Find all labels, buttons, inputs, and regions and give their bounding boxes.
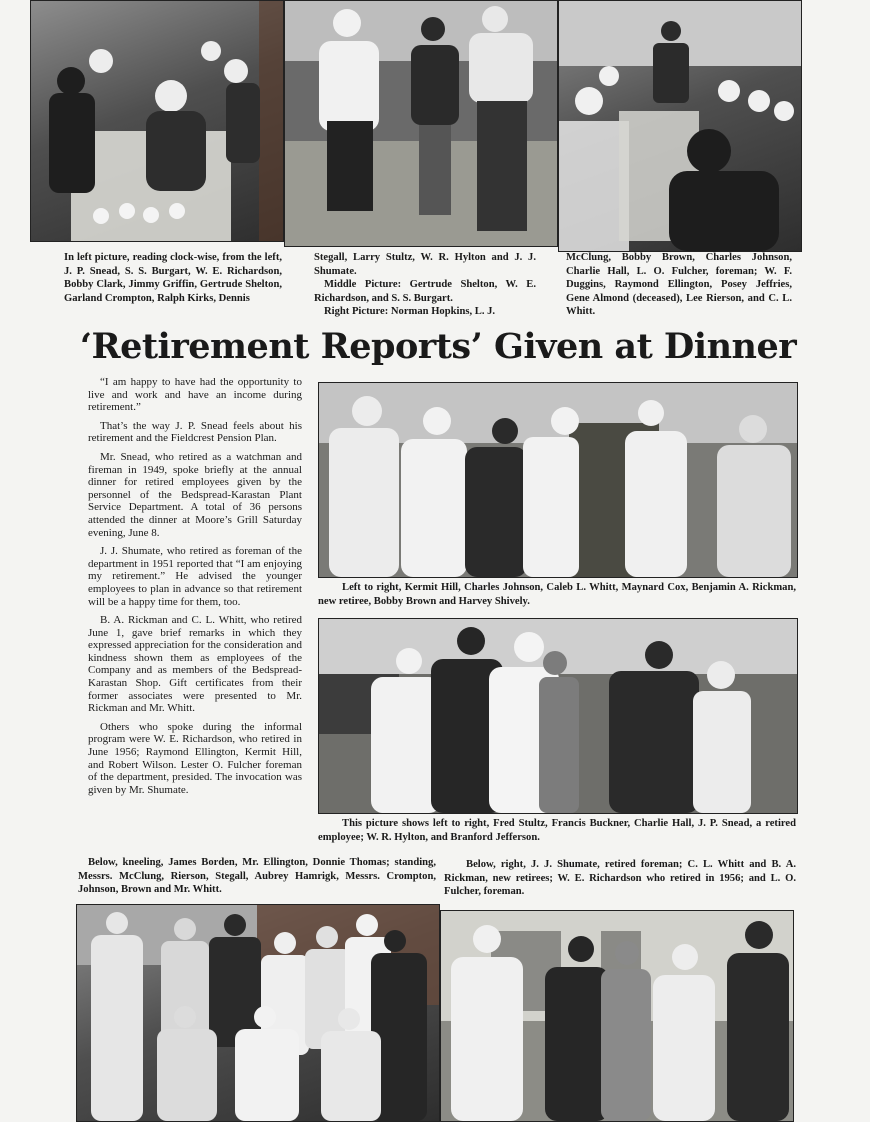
photo-trio-outdoors <box>284 0 558 247</box>
photo-group-kermit-hill <box>318 382 798 578</box>
story-paragraph: J. J. Shumate, who retired as foreman of the department in 1951 reported that “I am enjoying my retirement.” He advised the younger employees to plan in advance so that retirement will be a happy time for them, too. <box>88 545 302 608</box>
headline: ‘Retirement Reports’ Given at Dinner <box>79 326 797 367</box>
caption-text: Below, right, J. J. Shumate, retired foreman; C. L. Whitt and B. A. Rickman, new retirees; W. E. Richardson who retired in 1956; and L. O. Fulcher, foreman. <box>444 859 796 898</box>
caption-text: Right Picture: Norman Hopkins, L. J. <box>324 306 496 318</box>
caption-text: Below, kneeling, James Borden, Mr. Ellington, Donnie Thomas; standing, Messrs. McClung, Rierson, Stegall, Aubrey Hamrigk, Messrs. Crompton, Johnson, Brown and Mr. Whitt. <box>78 857 436 896</box>
story-paragraph: That’s the way J. P. Snead feels about his retirement and the Fieldcrest Pension Plan. <box>88 419 302 445</box>
caption-text: Middle Picture: Gertrude Shelton, W. E. Richardson, and S. S. Burgart. <box>314 279 536 304</box>
photo-dinner-table-left <box>30 0 284 242</box>
caption-middle-photo-1 <box>318 581 796 608</box>
caption-top-middle <box>314 251 536 319</box>
caption-bottom-right <box>444 858 796 899</box>
story-paragraph: Mr. Snead, who retired as a watchman and fireman in 1949, spoke briefly at the annual dinner for retired employees given by the personnel of the Bedspread-Karastan Plant Service Department. A total of 36 persons attended the dinner at Moore’s Grill Saturday evening, June 8. <box>88 450 302 539</box>
caption-top-right <box>566 251 792 319</box>
photo-group-kneeling-standing <box>76 904 440 1122</box>
photo-banquet-room <box>558 0 802 252</box>
caption-top-left <box>64 251 282 305</box>
caption-text: Left to right, Kermit Hill, Charles Johnson, Caleb L. Whitt, Maynard Cox, Benjamin A. Rickman, new retiree, Bobby Brown and Harvey Shively. <box>318 582 796 607</box>
photo-group-fred-stultz <box>318 618 798 814</box>
caption-text: McClung, Bobby Brown, Charles Johnson, Charlie Hall, L. O. Fulcher, foreman; W. F. Duggins, Raymond Ellington, Posey Jeffries, Gene Almond (deceased), Lee Rierson, and C. L. Whitt. <box>566 252 792 318</box>
caption-middle-photo-2 <box>318 817 796 844</box>
story-paragraph: “I am happy to have had the opportunity to live and work and have an income during retirement.” <box>88 376 302 414</box>
caption-text: This picture shows left to right, Fred Stultz, Francis Buckner, Charlie Hall, J. P. Snead, a retired employee; W. R. Hylton, and Branford Jefferson. <box>318 818 796 843</box>
caption-bottom-left <box>78 856 436 897</box>
story-body <box>88 376 302 802</box>
photo-group-shumate <box>440 910 794 1122</box>
caption-text: In left picture, reading clock-wise, from the left, J. P. Snead, S. S. Burgart, W. E. Richardson, Bobby Clark, Jimmy Griffin, Gertrude Shelton, Garland Crompton, Ralph Kirks, Dennis <box>64 252 282 304</box>
story-paragraph: B. A. Rickman and C. L. Whitt, who retired June 1, gave brief remarks in which they expressed appreciation for the consideration and kindness shown them as employees of the Company and as members of the Bedspread-Karastan Shop. Gift certificates from their former associates were presented to Mr. Rickman and Mr. Whitt. <box>88 614 302 715</box>
caption-text: Stegall, Larry Stultz, W. R. Hylton and J. J. Shumate. <box>314 252 536 277</box>
story-paragraph: Others who spoke during the informal program were W. E. Richardson, who retired in June 1956; Raymond Ellington, Kermit Hill, and Robert Wilson. Lester O. Fulcher foreman of the department, presided. The invocation was given by Mr. Shumate. <box>88 720 302 796</box>
